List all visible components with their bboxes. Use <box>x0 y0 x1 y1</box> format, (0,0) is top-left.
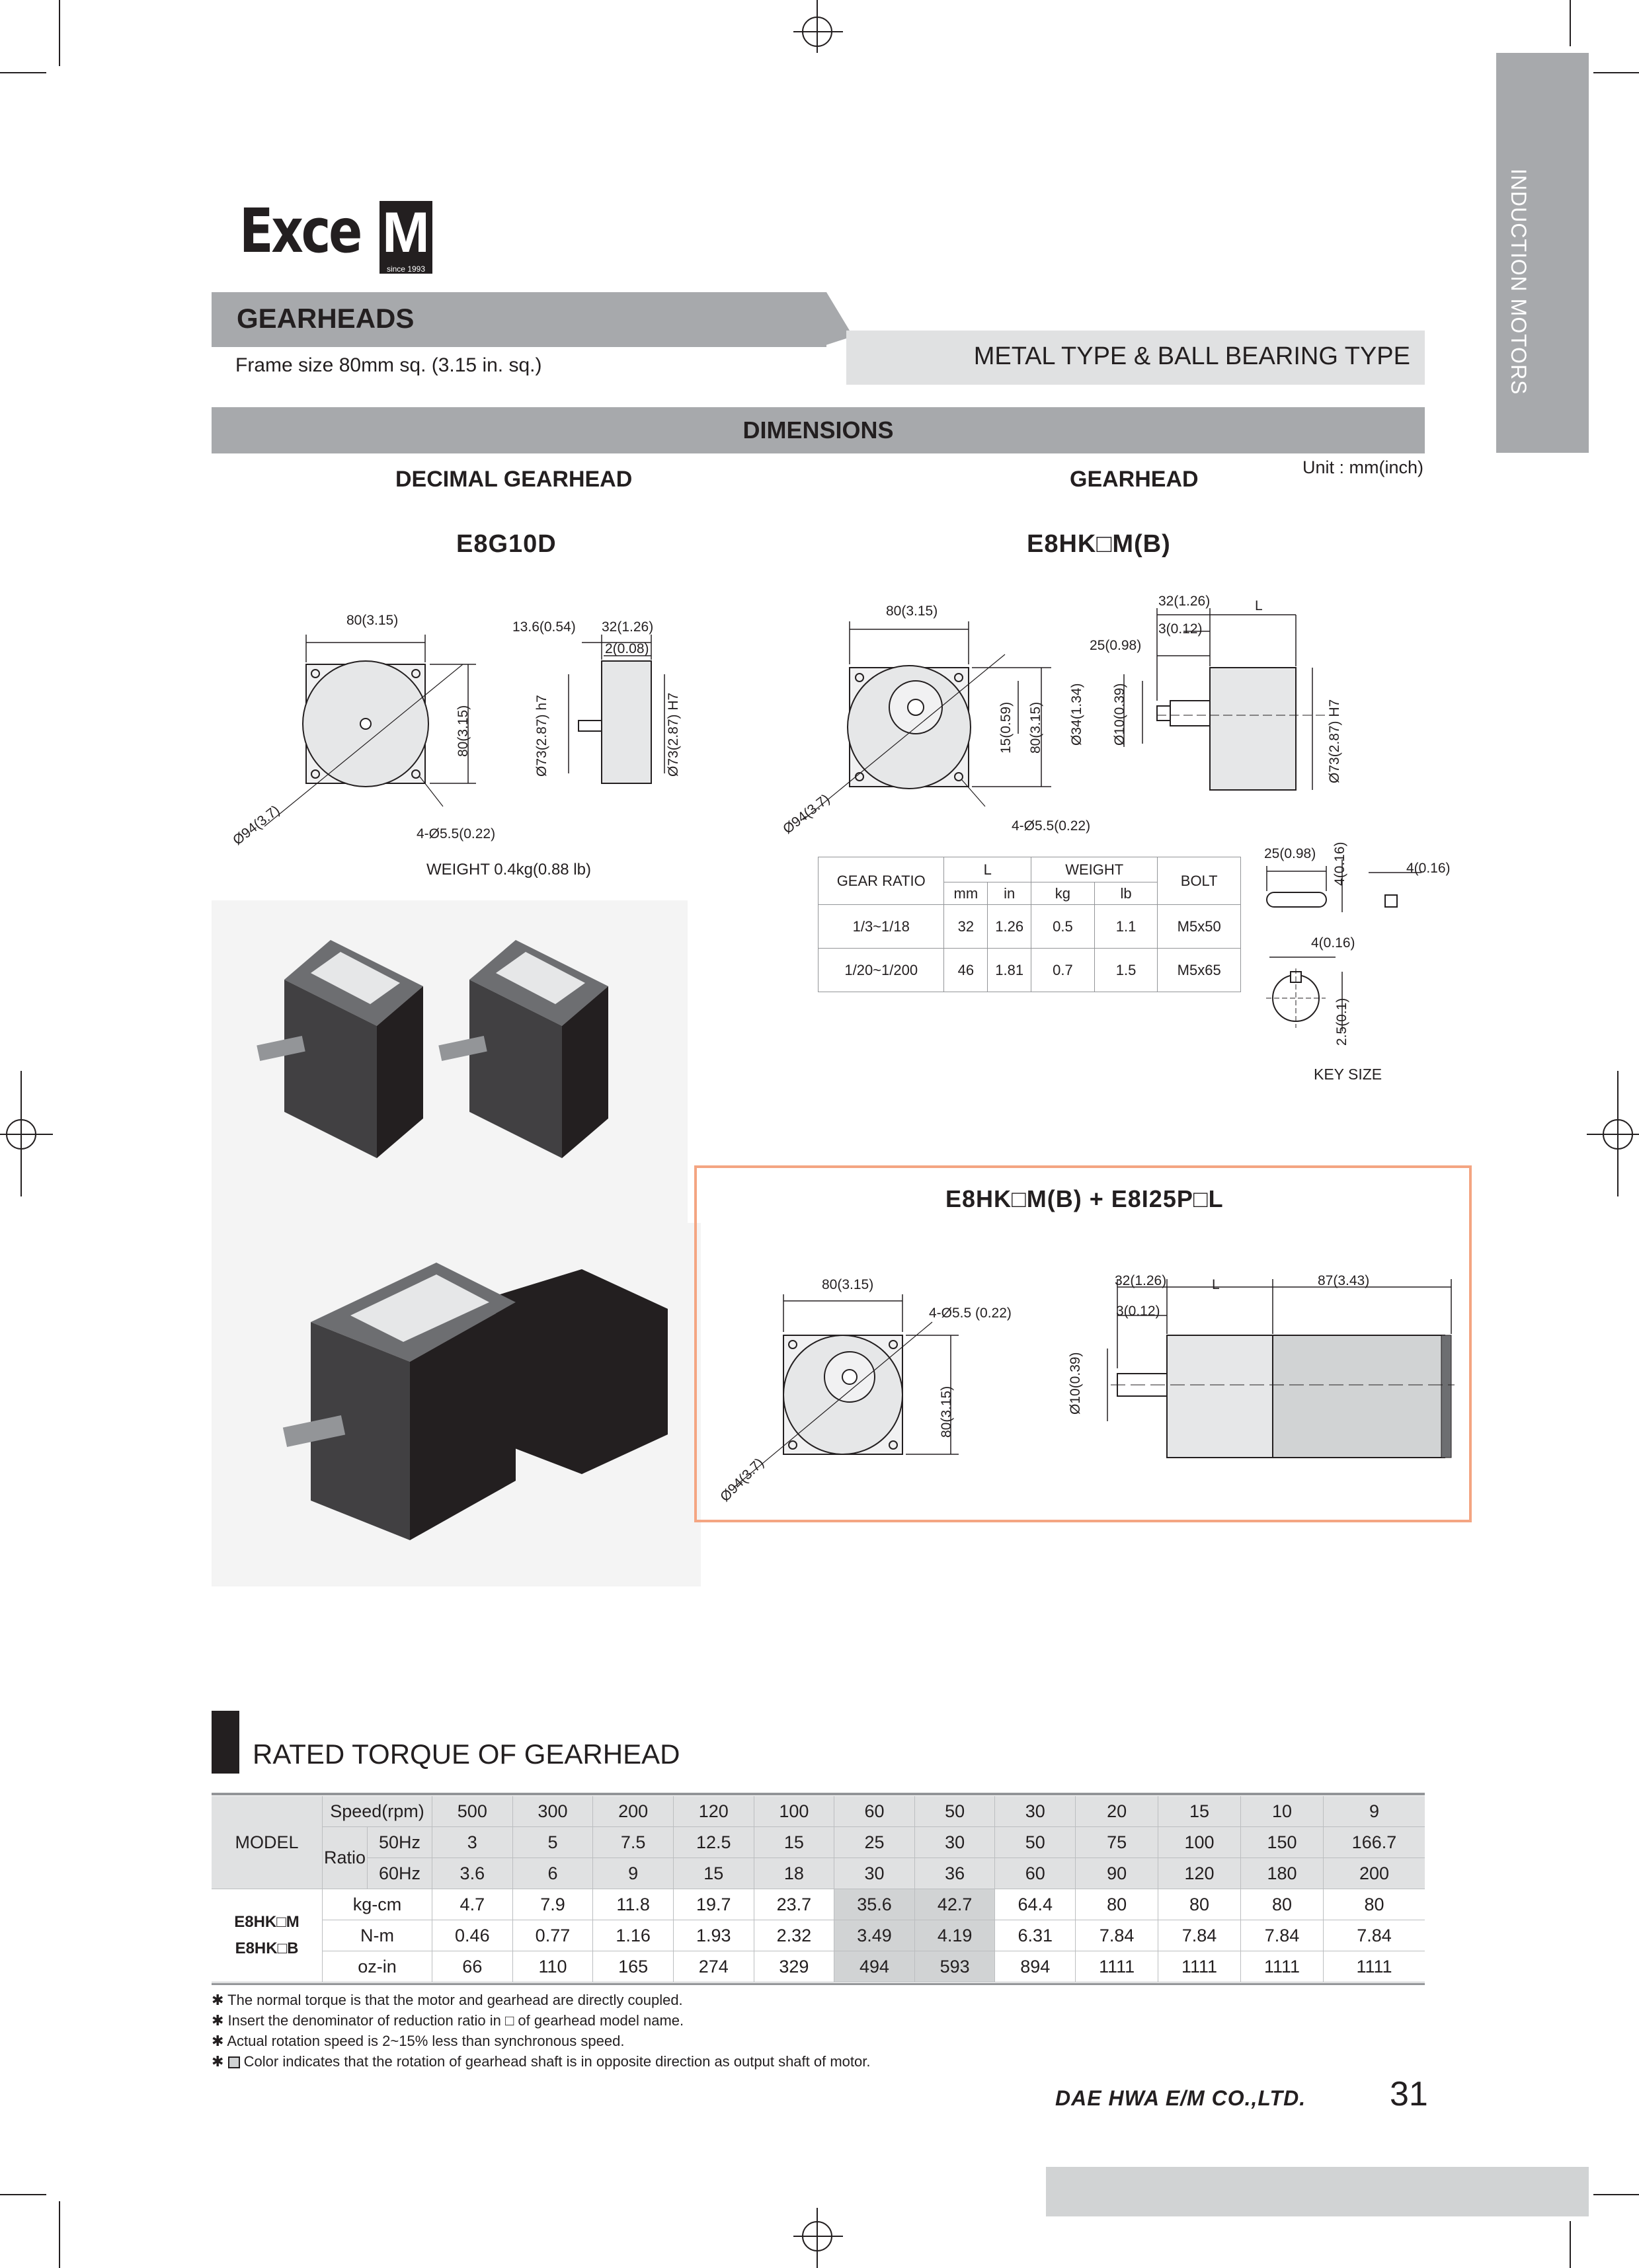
th-in: in <box>988 882 1031 905</box>
ratio-cell: 5 <box>512 1827 593 1858</box>
torque-cell: 80 <box>1158 1889 1241 1920</box>
table-row: 1/20~1/200 46 1.81 0.7 1.5 M5x65 <box>819 949 1241 992</box>
torque-cell: 66 <box>432 1951 513 1982</box>
right-d25: 25(0.98) <box>1090 638 1142 653</box>
combo-w80: 80(3.15) <box>822 1277 874 1292</box>
unit-cell: kg-cm <box>323 1889 432 1920</box>
table-row: 1/3~1/18 32 1.26 0.5 1.1 M5x50 <box>819 905 1241 949</box>
ratio-cell: 15 <box>754 1827 834 1858</box>
speed-cell: 500 <box>432 1796 513 1827</box>
section-title: GEARHEADS <box>237 303 415 334</box>
combo-dia94: Ø94(3.7) <box>717 1455 767 1505</box>
speed-cell: 30 <box>995 1796 1076 1827</box>
left-dia73a: Ø73(2.87) h7 <box>534 695 549 777</box>
right-model: E8HK□M(B) <box>1027 530 1171 558</box>
ratio-cell: 90 <box>1076 1858 1158 1889</box>
torque-row-kgcm <box>212 1889 1425 1920</box>
ratio-cell: 75 <box>1076 1827 1158 1858</box>
gear-ratio-table <box>818 857 1241 992</box>
unit-cell: N-m <box>323 1920 432 1951</box>
torque-cell: 0.46 <box>432 1920 513 1951</box>
speed-cell: 9 <box>1323 1796 1425 1827</box>
torque-cell: 7.9 <box>512 1889 593 1920</box>
th-gear-ratio: GEAR RATIO <box>819 857 944 905</box>
right-d32: 32(1.26) <box>1158 594 1211 609</box>
note-3: ✱ Actual rotation speed is 2~15% less than synchronous speed. <box>212 2033 625 2049</box>
ratio-cell: 6 <box>512 1858 593 1889</box>
torque-cell: 110 <box>512 1951 593 1982</box>
torque-cell: 1111 <box>1076 1951 1158 1982</box>
company-name: DAE HWA E/M CO.,LTD. <box>1055 2086 1306 2110</box>
ratio-cell: 200 <box>1323 1858 1425 1889</box>
combo-side-view <box>1051 1263 1461 1487</box>
th-L: L <box>944 857 1031 882</box>
th-bolt: BOLT <box>1158 857 1241 905</box>
ratio-cell: 18 <box>754 1858 834 1889</box>
unit-label: Unit : mm(inch) <box>1302 457 1424 477</box>
model-header: MODEL <box>212 1796 323 1889</box>
torque-cell: 19.7 <box>673 1889 754 1920</box>
model-name: E8HK□M <box>234 1913 300 1931</box>
speed-cell: 50 <box>914 1796 995 1827</box>
gearhead-photo <box>212 900 688 1224</box>
torque-cell: 6.31 <box>995 1920 1076 1951</box>
torque-cell: 80 <box>1076 1889 1158 1920</box>
model-names <box>212 1889 323 1982</box>
key-25b: 2.5(0.1) <box>1334 997 1349 1046</box>
note-4: ✱ Color indicates that the rotation of gearhead shaft is in opposite direction as output shaft of motor. <box>212 2053 871 2070</box>
torque-cell: 3.49 <box>834 1920 915 1951</box>
gearhead-heading: GEARHEAD <box>1070 467 1199 492</box>
combo-holes: 4-Ø5.5 (0.22) <box>929 1306 1012 1321</box>
color-swatch-icon <box>228 2056 240 2068</box>
speed-cell: 100 <box>754 1796 834 1827</box>
speed-cell: 20 <box>1076 1796 1158 1827</box>
dimensions-band <box>212 407 1425 453</box>
footer-band <box>1046 2167 1589 2216</box>
torque-cell: 7.84 <box>1158 1920 1241 1951</box>
speed-cell: 15 <box>1158 1796 1241 1827</box>
torque-cell: 494 <box>834 1951 915 1982</box>
right-L: L <box>1255 598 1263 613</box>
ratio-cell: 9 <box>593 1858 674 1889</box>
torque-cell: 1111 <box>1323 1951 1425 1982</box>
left-d136: 13.6(0.54) <box>512 619 576 635</box>
ratio-cell: 30 <box>834 1858 915 1889</box>
right-h80: 80(3.15) <box>1028 701 1043 754</box>
speed-header: Speed(rpm) <box>323 1796 432 1827</box>
speed-cell: 300 <box>512 1796 593 1827</box>
logo-m: M <box>380 201 432 264</box>
left-d32: 32(1.26) <box>602 619 654 635</box>
model-name: E8HK□B <box>235 1939 299 1957</box>
rated-torque-bar <box>212 1711 239 1774</box>
ratio-cell: 3 <box>432 1827 513 1858</box>
rated-torque-bottom-rule <box>212 1983 1425 1986</box>
torque-cell: 7.84 <box>1323 1920 1425 1951</box>
right-dia34: Ø34(1.34) <box>1069 683 1084 746</box>
th-weight: WEIGHT <box>1031 857 1158 882</box>
rated-torque-title: RATED TORQUE OF GEARHEAD <box>253 1739 680 1770</box>
ratio-cell: 166.7 <box>1323 1827 1425 1858</box>
speed-cell: 60 <box>834 1796 915 1827</box>
torque-cell: 64.4 <box>995 1889 1076 1920</box>
speed-cell: 10 <box>1241 1796 1324 1827</box>
key-size-label: KEY SIZE <box>1314 1066 1382 1083</box>
key-25: 25(0.98) <box>1264 846 1316 861</box>
unit-cell: oz-in <box>323 1951 432 1982</box>
key-4a: 4(0.16) <box>1332 841 1347 886</box>
torque-cell: 165 <box>593 1951 674 1982</box>
ratio-50hz-row <box>212 1827 1425 1858</box>
ratio-cell: 7.5 <box>593 1827 674 1858</box>
geared-motor-photo <box>212 1223 701 1586</box>
torque-row-nm <box>212 1920 1425 1951</box>
note-2: ✱ Insert the denominator of reduction ratio in □ of gearhead model name. <box>212 2012 684 2029</box>
left-model: E8G10D <box>456 530 557 558</box>
torque-cell: 23.7 <box>754 1889 834 1920</box>
combo-dia10: Ø10(0.39) <box>1068 1352 1083 1415</box>
torque-cell: 894 <box>995 1951 1076 1982</box>
combo-h80: 80(3.15) <box>939 1386 954 1438</box>
right-dia94: Ø94(3.7) <box>780 791 833 838</box>
torque-cell: 329 <box>754 1951 834 1982</box>
hz60-label: 60Hz <box>368 1858 432 1889</box>
type-label: METAL TYPE & BALL BEARING TYPE <box>973 342 1410 370</box>
torque-cell: 2.32 <box>754 1920 834 1951</box>
combo-d3: 3(0.12) <box>1116 1304 1160 1319</box>
combo-d32: 32(1.26) <box>1115 1273 1167 1288</box>
torque-cell: 593 <box>914 1951 995 1982</box>
gearheads-band <box>212 292 826 347</box>
combo-L: L <box>1212 1277 1220 1292</box>
torque-cell: 274 <box>673 1951 754 1982</box>
left-h80: 80(3.15) <box>456 705 471 757</box>
torque-cell: 0.77 <box>512 1920 593 1951</box>
torque-cell: 35.6 <box>834 1889 915 1920</box>
rated-torque-table <box>212 1796 1425 1982</box>
right-d15: 15(0.59) <box>998 701 1014 754</box>
ratio-cell: 15 <box>673 1858 754 1889</box>
torque-cell: 1.93 <box>673 1920 754 1951</box>
combo-model: E8HK□M(B) + E8I25P□L <box>945 1185 1224 1212</box>
frame-size: Frame size 80mm sq. (3.15 in. sq.) <box>235 354 542 376</box>
speed-cell: 200 <box>593 1796 674 1827</box>
right-dia73: Ø73(2.87) H7 <box>1327 699 1342 783</box>
left-holes: 4-Ø5.5(0.22) <box>417 826 496 841</box>
speed-row <box>212 1796 1425 1827</box>
th-lb: lb <box>1094 882 1158 905</box>
left-weight: WEIGHT 0.4kg(0.88 lb) <box>426 861 591 879</box>
th-kg: kg <box>1031 882 1095 905</box>
ratio-cell: 100 <box>1158 1827 1241 1858</box>
torque-cell: 1111 <box>1241 1951 1324 1982</box>
torque-cell: 7.84 <box>1241 1920 1324 1951</box>
ratio-cell: 180 <box>1241 1858 1324 1889</box>
th-mm: mm <box>944 882 988 905</box>
torque-cell: 1.16 <box>593 1920 674 1951</box>
ratio-cell: 120 <box>1158 1858 1241 1889</box>
left-w80: 80(3.15) <box>346 613 399 628</box>
left-d2: 2(0.08) <box>605 641 649 656</box>
ratio-header: Ratio <box>323 1827 368 1889</box>
ratio-cell: 25 <box>834 1827 915 1858</box>
ratio-cell: 12.5 <box>673 1827 754 1858</box>
ratio-cell: 60 <box>995 1858 1076 1889</box>
key-4b: 4(0.16) <box>1406 861 1451 876</box>
torque-cell: 80 <box>1241 1889 1324 1920</box>
torque-cell: 42.7 <box>914 1889 995 1920</box>
ratio-cell: 30 <box>914 1827 995 1858</box>
torque-cell: 7.84 <box>1076 1920 1158 1951</box>
page-number: 31 <box>1390 2075 1428 2113</box>
right-w80: 80(3.15) <box>886 604 938 619</box>
excem-logo <box>239 198 434 274</box>
left-dia73b: Ø73(2.87) H7 <box>666 692 681 777</box>
ratio-cell: 3.6 <box>432 1858 513 1889</box>
right-dia10: Ø10(0.39) <box>1112 683 1127 746</box>
ratio-cell: 50 <box>995 1827 1076 1858</box>
ratio-60hz-row <box>212 1858 1425 1889</box>
right-holes: 4-Ø5.5(0.22) <box>1012 818 1091 834</box>
torque-row-ozin <box>212 1951 1425 1982</box>
decimal-gearhead-heading: DECIMAL GEARHEAD <box>395 467 633 492</box>
side-tab-label: INDUCTION MOTORS <box>1507 169 1531 395</box>
torque-cell: 4.19 <box>914 1920 995 1951</box>
torque-cell: 4.7 <box>432 1889 513 1920</box>
band-slant <box>820 292 850 385</box>
side-tab <box>1496 53 1589 453</box>
ratio-cell: 36 <box>914 1858 995 1889</box>
key-4c: 4(0.16) <box>1311 935 1355 951</box>
dimensions-title: DIMENSIONS <box>742 416 894 444</box>
speed-cell: 120 <box>673 1796 754 1827</box>
type-band <box>846 331 1425 385</box>
notes <box>212 1990 870 2072</box>
ratio-cell: 150 <box>1241 1827 1324 1858</box>
torque-cell: 80 <box>1323 1889 1425 1920</box>
logo-text: Exce <box>239 196 360 266</box>
hz50-label: 50Hz <box>368 1827 432 1858</box>
right-d3: 3(0.12) <box>1158 621 1203 637</box>
combo-d87: 87(3.43) <box>1318 1273 1370 1288</box>
torque-cell: 11.8 <box>593 1889 674 1920</box>
note-1: ✱ The normal torque is that the motor and gearhead are directly coupled. <box>212 1992 683 2008</box>
torque-cell: 1111 <box>1158 1951 1241 1982</box>
left-dia94: Ø94(3.7) <box>230 802 283 849</box>
logo-since: since 1993 <box>380 264 432 274</box>
